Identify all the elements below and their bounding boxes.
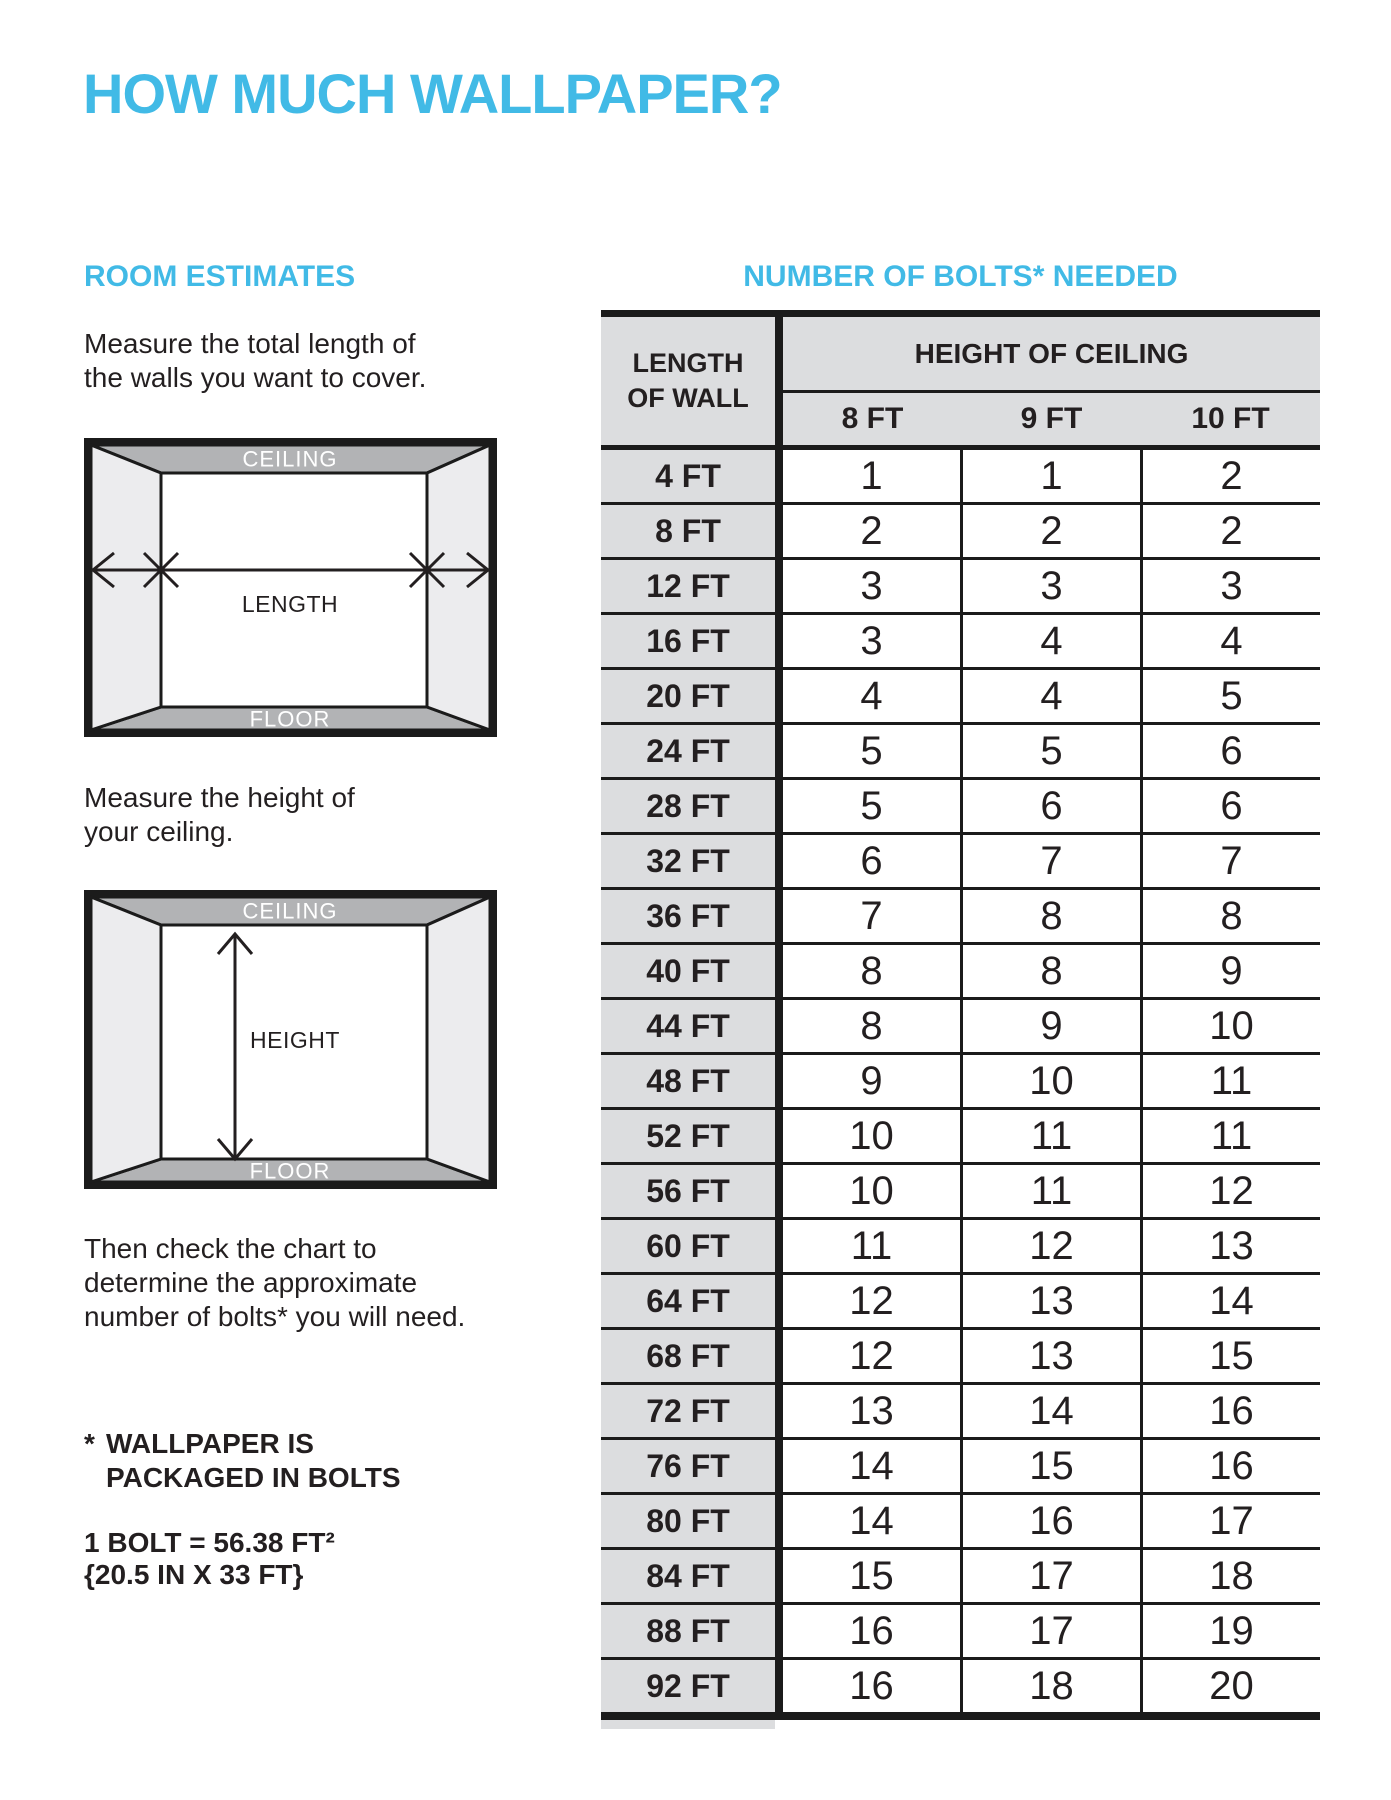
table-row	[601, 1165, 1320, 1220]
row-label: 4 FT	[601, 450, 783, 502]
bolt-count-cell: 6	[783, 835, 963, 887]
bolt-count-cell: 20	[1143, 1660, 1320, 1712]
bolt-count-cell: 11	[963, 1110, 1143, 1162]
table-row	[601, 1220, 1320, 1275]
row-label: 8 FT	[601, 505, 783, 557]
bolt-count-cell: 12	[783, 1330, 963, 1382]
room-diagram-length	[84, 438, 497, 737]
header-line: OF WALL	[627, 383, 749, 413]
row-label: 16 FT	[601, 615, 783, 667]
table-left-column-overhang	[601, 1720, 775, 1729]
paragraph-line: the walls you want to cover.	[84, 362, 427, 393]
bolt-count-cell: 3	[963, 560, 1143, 612]
bolt-count-cell: 5	[783, 725, 963, 777]
height-of-ceiling-header: HEIGHT OF CEILING	[783, 317, 1320, 393]
paragraph-line: Measure the total length of	[84, 328, 416, 359]
measure-length-paragraph	[84, 327, 426, 395]
row-label: 36 FT	[601, 890, 783, 942]
bolt-count-cell: 4	[963, 670, 1143, 722]
column-header-8ft: 8 FT	[841, 402, 904, 435]
length-label: LENGTH	[241, 591, 339, 617]
header-line: LENGTH	[632, 348, 744, 378]
table-row	[601, 1495, 1320, 1550]
bolt-count-cell: 13	[783, 1385, 963, 1437]
left-wall-panel	[91, 897, 161, 1182]
bolt-count-cell: 5	[783, 780, 963, 832]
bolt-count-cell: 1	[783, 450, 963, 502]
bolt-count-cell: 16	[1143, 1385, 1320, 1437]
table-row	[601, 1000, 1320, 1055]
table-header	[601, 317, 1320, 450]
footnote-line: WALLPAPER IS	[106, 1428, 314, 1459]
table-row	[601, 670, 1320, 725]
row-label: 28 FT	[601, 780, 783, 832]
right-wall-panel	[427, 445, 490, 730]
paragraph-line: Measure the height of	[84, 782, 355, 813]
footnote-line: PACKAGED IN BOLTS	[106, 1462, 401, 1493]
bolt-count-cell: 7	[783, 890, 963, 942]
bolt-count-cell: 13	[963, 1330, 1143, 1382]
bolt-count-cell: 11	[783, 1220, 963, 1272]
bolt-count-cell: 6	[1143, 780, 1320, 832]
table-row	[601, 890, 1320, 945]
row-label: 60 FT	[601, 1220, 783, 1272]
table-row	[601, 1385, 1320, 1440]
bolt-count-cell: 8	[783, 945, 963, 997]
table-row	[601, 505, 1320, 560]
row-label: 32 FT	[601, 835, 783, 887]
row-label: 92 FT	[601, 1660, 783, 1712]
bolt-count-cell: 17	[963, 1605, 1143, 1657]
row-label: 12 FT	[601, 560, 783, 612]
table-row	[601, 1275, 1320, 1330]
row-label: 68 FT	[601, 1330, 783, 1382]
bolt-count-cell: 4	[963, 615, 1143, 667]
bolt-count-cell: 8	[963, 945, 1143, 997]
right-wall-panel	[427, 897, 490, 1182]
row-label: 48 FT	[601, 1055, 783, 1107]
bolt-count-cell: 2	[1143, 505, 1320, 557]
bolt-count-cell: 17	[1143, 1495, 1320, 1547]
bolt-count-cell: 13	[1143, 1220, 1320, 1272]
ceiling-label: CEILING	[242, 898, 338, 924]
paragraph-line: number of bolts* you will need.	[84, 1301, 466, 1332]
bolt-count-cell: 11	[963, 1165, 1143, 1217]
bolt-count-cell: 11	[1143, 1055, 1320, 1107]
table-row	[601, 835, 1320, 890]
table-row	[601, 1440, 1320, 1495]
bolt-count-cell: 14	[963, 1385, 1143, 1437]
row-label: 20 FT	[601, 670, 783, 722]
bolt-count-cell: 10	[783, 1110, 963, 1162]
bolt-count-cell: 3	[783, 615, 963, 667]
column-header-9ft: 9 FT	[1020, 402, 1083, 435]
row-label: 24 FT	[601, 725, 783, 777]
row-label: 80 FT	[601, 1495, 783, 1547]
row-label: 72 FT	[601, 1385, 783, 1437]
bolt-count-cell: 13	[963, 1275, 1143, 1327]
bolt-count-cell: 9	[1143, 945, 1320, 997]
bolt-count-cell: 6	[963, 780, 1143, 832]
table-row	[601, 1330, 1320, 1385]
floor-label: FLOOR	[249, 1158, 331, 1184]
table-row	[601, 1055, 1320, 1110]
measure-height-paragraph	[84, 781, 355, 849]
bolt-count-cell: 15	[963, 1440, 1143, 1492]
paragraph-line: Then check the chart to	[84, 1233, 377, 1264]
bolt-count-cell: 3	[1143, 560, 1320, 612]
bolt-count-cell: 18	[1143, 1550, 1320, 1602]
table-row	[601, 1110, 1320, 1165]
bolt-count-cell: 2	[783, 505, 963, 557]
left-wall-panel	[91, 445, 161, 730]
bolt-count-cell: 14	[1143, 1275, 1320, 1327]
bolts-needed-heading: NUMBER OF BOLTS* NEEDED	[743, 260, 1178, 293]
bolt-count-cell: 9	[963, 1000, 1143, 1052]
bolt-count-cell: 8	[1143, 890, 1320, 942]
bolt-count-cell: 6	[1143, 725, 1320, 777]
bolt-count-cell: 9	[783, 1055, 963, 1107]
bolt-count-cell: 16	[1143, 1440, 1320, 1492]
bolt-count-cell: 8	[963, 890, 1143, 942]
ceiling-header-group	[783, 317, 1320, 445]
bolt-count-cell: 1	[963, 450, 1143, 502]
row-label: 44 FT	[601, 1000, 783, 1052]
row-label: 76 FT	[601, 1440, 783, 1492]
bolt-count-cell: 7	[963, 835, 1143, 887]
row-label: 56 FT	[601, 1165, 783, 1217]
ceiling-height-columns	[783, 393, 1320, 445]
table-row	[601, 725, 1320, 780]
bolt-count-cell: 15	[1143, 1330, 1320, 1382]
table-body	[601, 450, 1320, 1712]
bolt-count-cell: 10	[783, 1165, 963, 1217]
bolt-equivalence: 1 BOLT = 56.38 FT²	[84, 1527, 335, 1558]
bolt-count-cell: 17	[963, 1550, 1143, 1602]
bolt-dimensions: {20.5 IN X 33 FT}	[84, 1559, 304, 1590]
bolts-table	[601, 310, 1320, 1720]
bolt-count-cell: 18	[963, 1660, 1143, 1712]
bolt-count-cell: 11	[1143, 1110, 1320, 1162]
bolt-count-cell: 2	[963, 505, 1143, 557]
bolt-count-cell: 7	[1143, 835, 1320, 887]
bolt-count-cell: 14	[783, 1495, 963, 1547]
table-row	[601, 1605, 1320, 1660]
paragraph-line: your ceiling.	[84, 816, 234, 847]
bolt-count-cell: 15	[783, 1550, 963, 1602]
bolt-count-cell: 5	[963, 725, 1143, 777]
table-row	[601, 945, 1320, 1000]
row-label: 88 FT	[601, 1605, 783, 1657]
bolt-count-cell: 2	[1143, 450, 1320, 502]
table-row	[601, 1660, 1320, 1712]
bolt-count-cell: 4	[783, 670, 963, 722]
paragraph-line: determine the approximate	[84, 1267, 418, 1298]
asterisk: *	[84, 1428, 95, 1459]
bolt-count-cell: 16	[783, 1660, 963, 1712]
room-estimates-heading: ROOM ESTIMATES	[84, 260, 356, 293]
bolt-count-cell: 12	[1143, 1165, 1320, 1217]
page-title: HOW MUCH WALLPAPER?	[83, 62, 782, 125]
bolt-count-cell: 8	[783, 1000, 963, 1052]
row-label: 40 FT	[601, 945, 783, 997]
bolts-footnote	[84, 1427, 401, 1495]
table-row	[601, 450, 1320, 505]
bolt-count-cell: 12	[783, 1275, 963, 1327]
table-row	[601, 560, 1320, 615]
row-label: 64 FT	[601, 1275, 783, 1327]
row-label: 52 FT	[601, 1110, 783, 1162]
back-wall-panel	[161, 473, 427, 707]
height-label: HEIGHT	[250, 1027, 340, 1053]
bolt-count-cell: 14	[783, 1440, 963, 1492]
floor-label: FLOOR	[249, 706, 331, 732]
length-of-wall-header	[601, 317, 783, 445]
bolt-count-cell: 5	[1143, 670, 1320, 722]
bolt-count-cell: 16	[963, 1495, 1143, 1547]
bolt-count-cell: 3	[783, 560, 963, 612]
table-row	[601, 780, 1320, 835]
bolt-count-cell: 10	[963, 1055, 1143, 1107]
table-row	[601, 1550, 1320, 1605]
bolt-size-info	[84, 1527, 335, 1591]
column-header-10ft: 10 FT	[1191, 402, 1270, 435]
table-row	[601, 615, 1320, 670]
row-label: 84 FT	[601, 1550, 783, 1602]
bolt-count-cell: 16	[783, 1605, 963, 1657]
bolt-count-cell: 10	[1143, 1000, 1320, 1052]
check-chart-paragraph	[84, 1232, 465, 1334]
bolt-count-cell: 12	[963, 1220, 1143, 1272]
room-diagram-height	[84, 890, 497, 1189]
ceiling-label: CEILING	[242, 446, 338, 472]
bolt-count-cell: 19	[1143, 1605, 1320, 1657]
bolt-count-cell: 4	[1143, 615, 1320, 667]
